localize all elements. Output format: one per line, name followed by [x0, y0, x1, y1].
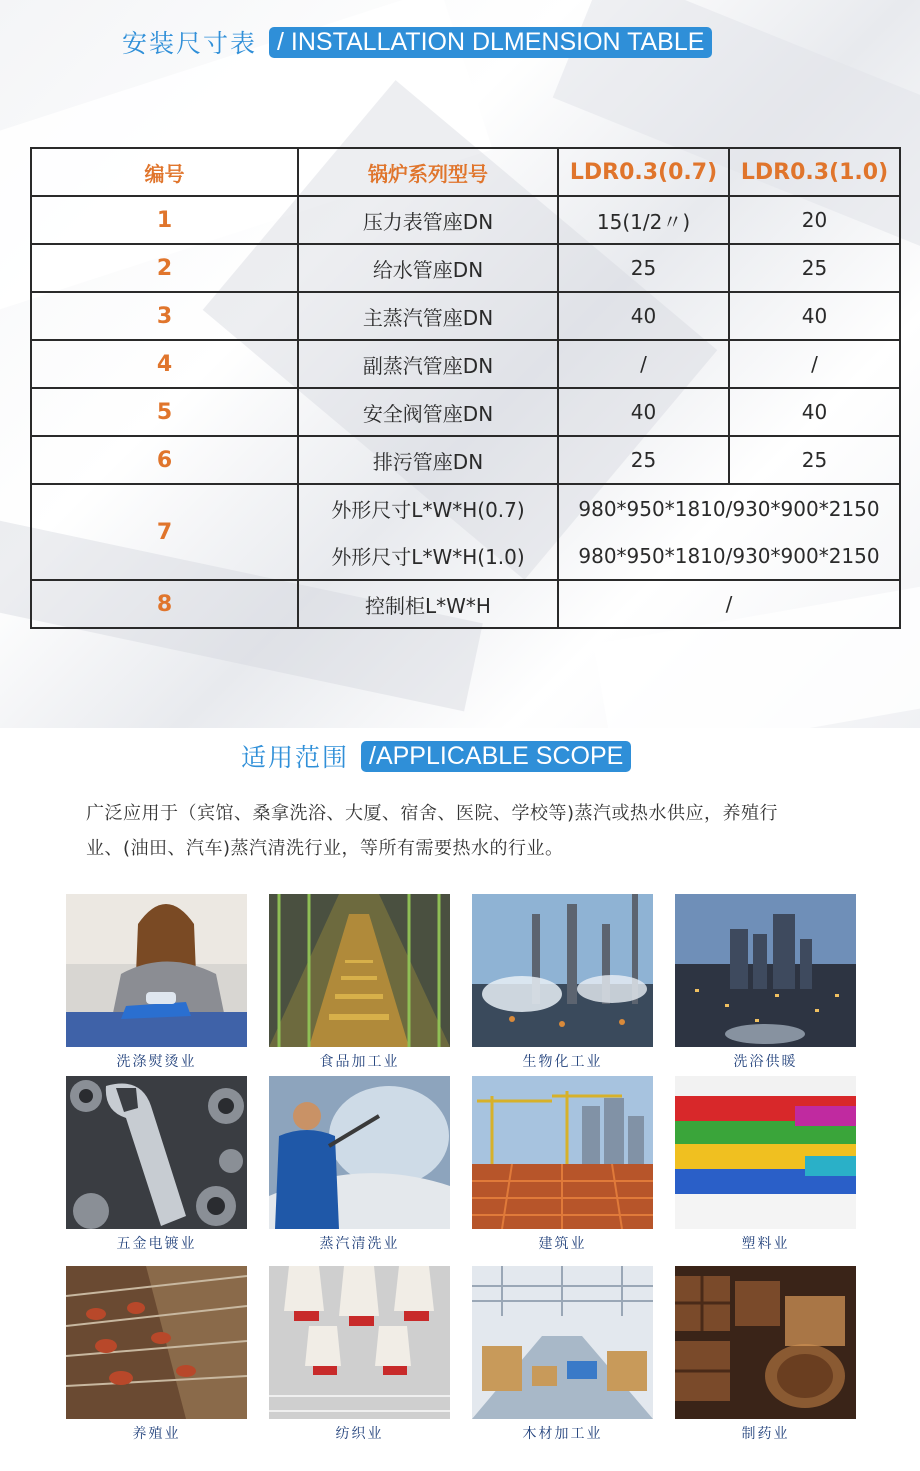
- industry-tile: [269, 1266, 450, 1443]
- row-item: 排污管座DN: [298, 436, 558, 484]
- row-value-b: 40: [729, 292, 900, 340]
- scope-title-cn: 适用范围: [241, 743, 350, 772]
- header-ldr-07: LDR0.3(0.7): [558, 148, 729, 196]
- table-header-row: [31, 148, 900, 196]
- plastic-pellets-photo-icon: [675, 1076, 856, 1229]
- chemical-plant-photo-icon: [472, 894, 653, 1047]
- scope-title: [241, 738, 631, 774]
- industry-tile: [66, 894, 247, 1071]
- industry-label: 养殖业: [132, 1426, 181, 1442]
- row-item: 外形尺寸L*W*H(0.7): [298, 484, 558, 532]
- row-value-a: 40: [558, 388, 729, 436]
- row-number: 8: [31, 580, 298, 628]
- industry-label: 纺织业: [335, 1426, 384, 1442]
- table-row: [31, 196, 900, 244]
- textile-spools-photo-icon: [269, 1266, 450, 1419]
- industry-label: 洗浴供暖: [733, 1054, 798, 1070]
- industry-label: 生物化工业: [522, 1054, 603, 1070]
- scope-line: 广泛应用于（宾馆、桑拿洗浴、大厦、宿舍、医院、学校等)蒸汽或热水供应，养殖行: [86, 803, 779, 824]
- row-item: 外形尺寸L*W*H(1.0): [298, 532, 558, 580]
- installation-title: [122, 24, 712, 60]
- row-item: 控制柜L*W*H: [298, 580, 558, 628]
- row-value-merged: 980*950*1810/930*900*2150: [558, 484, 900, 532]
- row-value-b: 40: [729, 388, 900, 436]
- poultry-farm-photo-icon: [66, 1266, 247, 1419]
- industry-label: 建筑业: [538, 1236, 587, 1252]
- industry-tile: [66, 1076, 247, 1253]
- row-number: 6: [31, 436, 298, 484]
- header-no: 编号: [31, 148, 298, 196]
- industry-label: 制药业: [741, 1426, 790, 1442]
- industry-tile: [472, 894, 653, 1071]
- industry-label: 木材加工业: [522, 1426, 603, 1442]
- table-row: [31, 340, 900, 388]
- barrel-cellar-photo-icon: [675, 1266, 856, 1419]
- row-number: 1: [31, 196, 298, 244]
- industry-label: 洗涤熨烫业: [116, 1054, 197, 1070]
- industry-tile: [269, 894, 450, 1071]
- row-item: 压力表管座DN: [298, 196, 558, 244]
- header-ldr-10: LDR0.3(1.0): [729, 148, 900, 196]
- row-item: 副蒸汽管座DN: [298, 340, 558, 388]
- table-row: [31, 580, 900, 628]
- table-row: [31, 436, 900, 484]
- construction-site-photo-icon: [472, 1076, 653, 1229]
- ironing-photo-icon: [66, 894, 247, 1047]
- scope-description: [86, 796, 866, 866]
- scope-title-en: /APPLICABLE SCOPE: [361, 741, 631, 772]
- row-item: 主蒸汽管座DN: [298, 292, 558, 340]
- industry-tile: [675, 1266, 856, 1443]
- row-value-a: 40: [558, 292, 729, 340]
- industry-label: 蒸汽清洗业: [319, 1236, 400, 1252]
- row-value-a: 15(1/2〃): [558, 196, 729, 244]
- industry-label: 五金电镀业: [116, 1236, 197, 1252]
- city-skyline-photo-icon: [675, 894, 856, 1047]
- row-item: 给水管座DN: [298, 244, 558, 292]
- row-value-merged: /: [558, 580, 900, 628]
- installation-title-en: / INSTALLATION DLMENSION TABLE: [269, 27, 712, 58]
- scope-line: 业、(油田、汽车)蒸汽清洗行业，等所有需要热水的行业。: [86, 838, 564, 859]
- industry-label: 食品加工业: [319, 1054, 400, 1070]
- dimension-table: [30, 147, 901, 629]
- industry-tile: [675, 1076, 856, 1253]
- row-number: 5: [31, 388, 298, 436]
- row-value-b: 20: [729, 196, 900, 244]
- row-value-merged: 980*950*1810/930*900*2150: [558, 532, 900, 580]
- row-value-a: /: [558, 340, 729, 388]
- row-value-b: 25: [729, 436, 900, 484]
- table-row: [31, 244, 900, 292]
- row-value-a: 25: [558, 436, 729, 484]
- steam-cleaning-photo-icon: [269, 1076, 450, 1229]
- industry-label: 塑料业: [741, 1236, 790, 1252]
- header-model: 锅炉系列型号: [298, 148, 558, 196]
- installation-section: [0, 0, 920, 728]
- industry-tile: [66, 1266, 247, 1443]
- row-value-a: 25: [558, 244, 729, 292]
- installation-title-cn: 安装尺寸表: [122, 29, 258, 58]
- industry-tile: [675, 894, 856, 1071]
- table-row: [31, 292, 900, 340]
- row-item: 安全阀管座DN: [298, 388, 558, 436]
- food-processing-photo-icon: [269, 894, 450, 1047]
- hardware-wrench-photo-icon: [66, 1076, 247, 1229]
- table-row: [31, 484, 900, 532]
- row-number: 3: [31, 292, 298, 340]
- row-number: 4: [31, 340, 298, 388]
- row-value-b: 25: [729, 244, 900, 292]
- industry-tile: [472, 1266, 653, 1443]
- table-row: [31, 388, 900, 436]
- industry-tile: [269, 1076, 450, 1253]
- row-number: 2: [31, 244, 298, 292]
- row-value-b: /: [729, 340, 900, 388]
- row-number: 7: [31, 484, 298, 580]
- wood-factory-photo-icon: [472, 1266, 653, 1419]
- industry-tile: [472, 1076, 653, 1253]
